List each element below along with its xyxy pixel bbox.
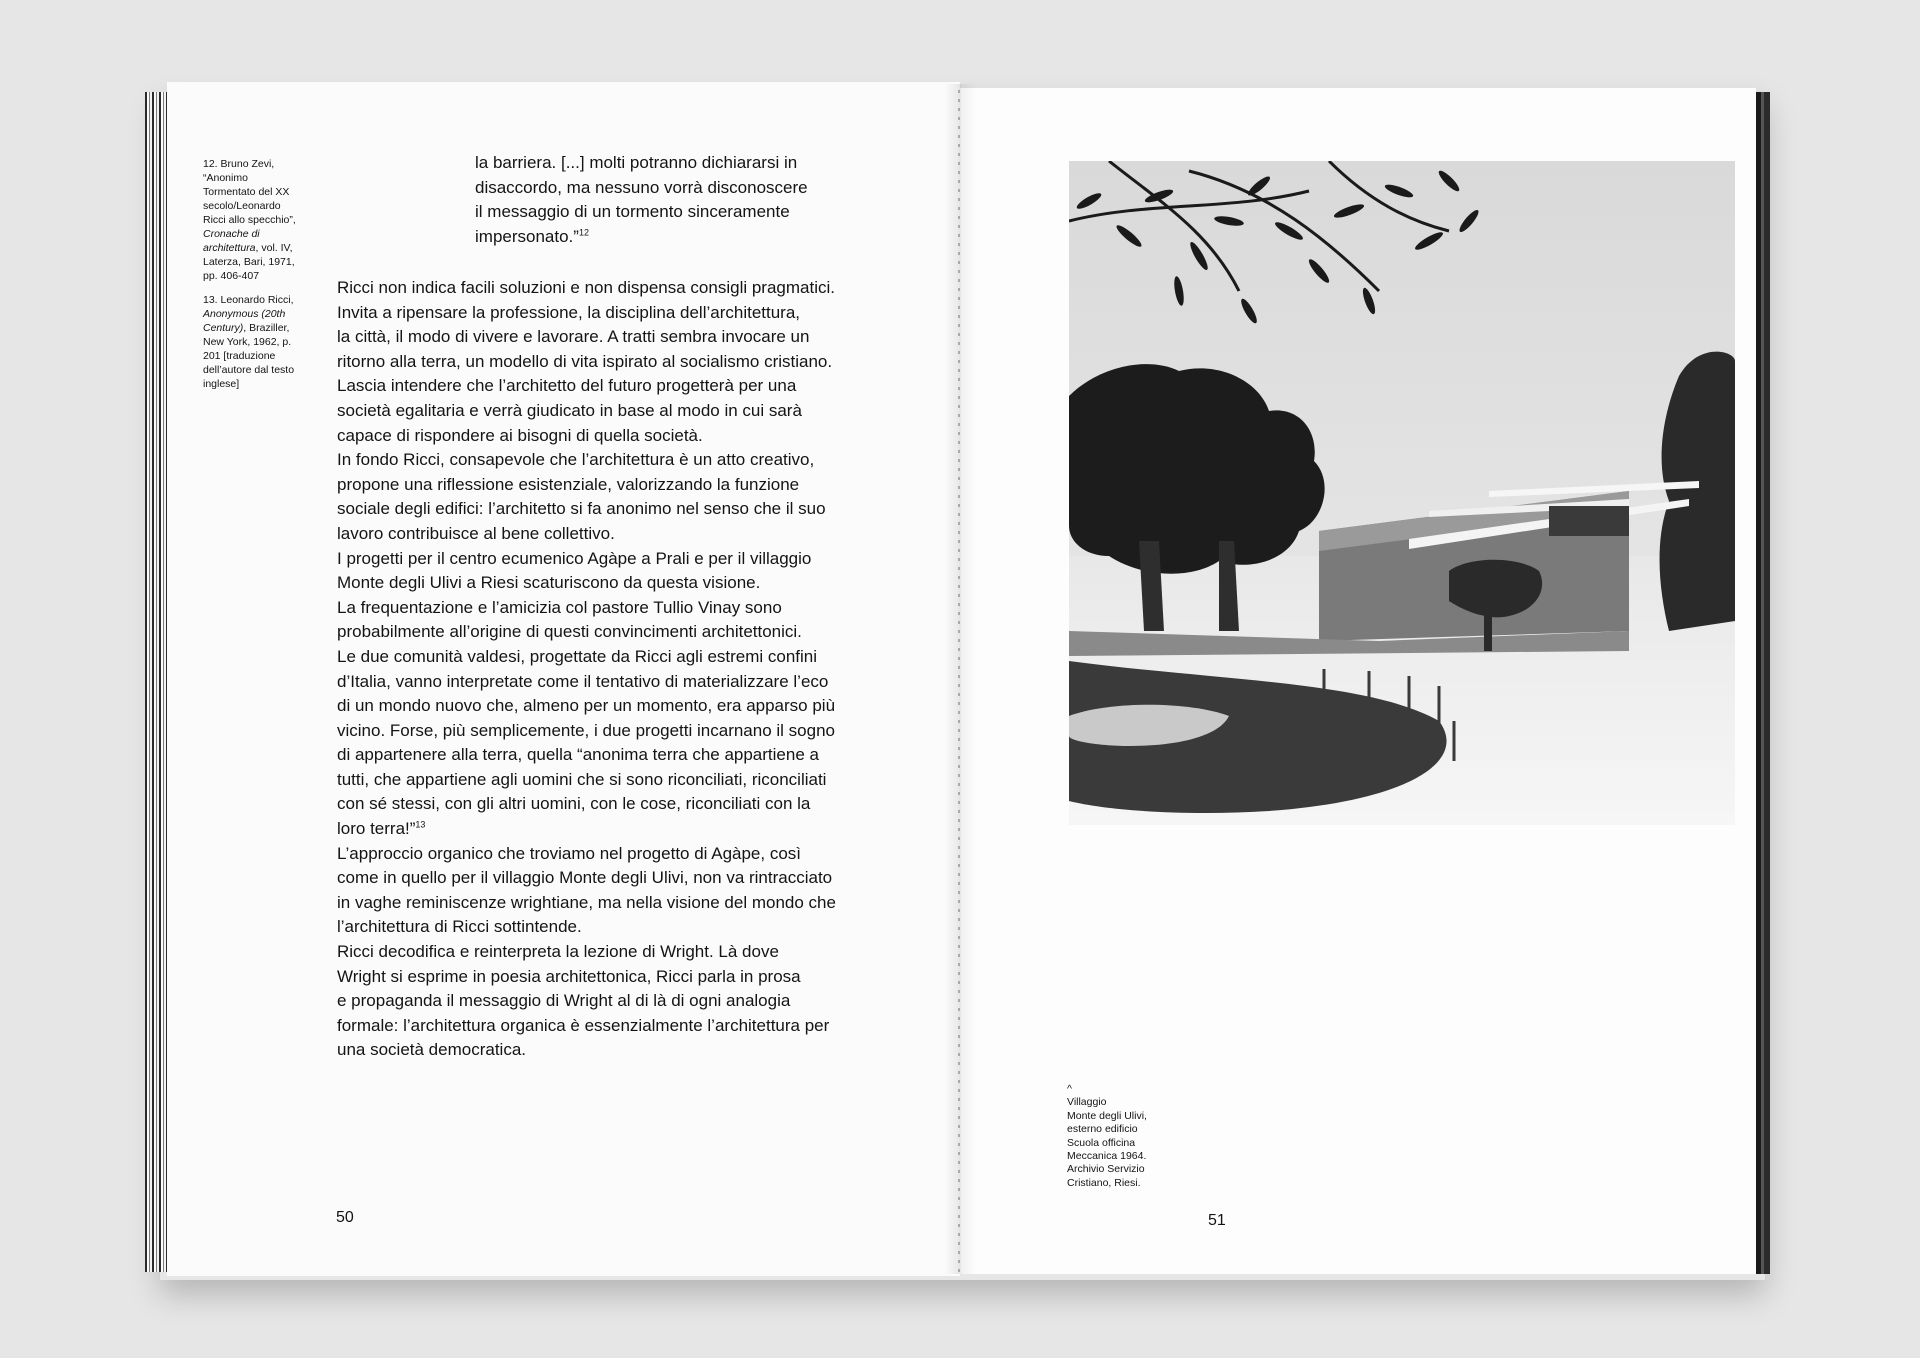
sidenote-number: 13. xyxy=(203,294,218,306)
building-photo xyxy=(1069,161,1735,825)
paragraph: La frequentazione e l’amicizia col pastore Tullio Vinay sono probabilmente all’origine di questi convincimenti architettonici. xyxy=(337,597,802,642)
paragraph: Ricci non indica facili soluzioni e non dispensa consigli pragmatici. Invita a ripensare la professione, la disciplina dell’architettura, la città, il modo di vivere e lavorare. A tratti sembra invocare un ritorno alla terra, un modello di vita ispirato al socialismo cristiano. Lascia intendere che l’architetto del futuro progetterà per una società egalitaria e verrà giudicato in base al modo in cui sarà capace di rispondere ai bisogni di quella società. xyxy=(337,278,835,445)
caption-line: Meccanica 1964. xyxy=(1067,1150,1147,1163)
sidenote-text: , Braziller, New York, 1962, p. 201 [traduzione dell’autore dal testo inglese] xyxy=(203,322,295,390)
caption-line: Scuola officina xyxy=(1067,1136,1136,1149)
caption-line: Archivio Servizio xyxy=(1067,1163,1145,1176)
block-quote xyxy=(475,151,855,249)
sidenote-text: Leonardo Ricci, xyxy=(220,294,294,306)
sidenote-text: Bruno Zevi, “Anonimo Tormentato del XX secolo/Leonardo Ricci allo specchio”, xyxy=(203,158,296,226)
sidenote-number: 12. xyxy=(203,158,218,170)
sidenote-italic: Cronache di architettura xyxy=(203,228,260,254)
caption-line: Villaggio xyxy=(1067,1096,1107,1109)
footnote-ref: 13 xyxy=(415,819,426,830)
page-number-left: 50 xyxy=(336,1209,354,1226)
sidenote-12 xyxy=(203,157,303,283)
caption-line: esterno edificio xyxy=(1067,1123,1138,1136)
book-gutter xyxy=(944,84,976,1274)
paragraph: L’approccio organico che troviamo nel progetto di Agàpe, così come in quello per il villaggio Monte degli Ulivi, non va rintracciato in vaghe reminiscenze wrightiane, ma nella visione del mondo che l’architettura di Ricci sottintende. xyxy=(337,843,836,937)
binding-stitch xyxy=(958,90,960,1276)
paragraph: I progetti per il centro ecumenico Agàpe a Prali e per il villaggio Monte degli Ulivi a Riesi scaturiscono da questa visione. xyxy=(337,548,812,593)
sidenote-text: , vol. IV, Laterza, Bari, 1971, pp. 406-407 xyxy=(203,242,295,282)
caption-line: Monte degli Ulivi, xyxy=(1067,1109,1147,1122)
quote-line: la barriera. [...] molti potranno dichiararsi in xyxy=(475,153,798,172)
caption-line: ^ xyxy=(1067,1083,1072,1095)
page-number-right: 51 xyxy=(1208,1212,1226,1229)
left-page-edges xyxy=(145,92,169,1272)
sidenotes xyxy=(203,157,303,401)
paragraph: Ricci decodifica e reinterpreta la lezione di Wright. Là dove Wright si esprime in poesia architettonica, Ricci parla in prosa e propaganda il messaggio di Wright al di là di ogni analogia formale: l’architettura organica è essenzialmente l’architettura per una società democratica. xyxy=(337,942,830,1060)
paragraph: In fondo Ricci, consapevole che l’architettura è un atto creativo, propone una riflessione esistenziale, valorizzando la funzione sociale degli edifici: l’architetto si fa anonimo nel senso che il suo lavoro contribuisce al bene collettivo. xyxy=(337,450,826,543)
quote-line: disaccordo, ma nessuno vorrà disconoscere xyxy=(475,177,808,197)
sidenote-italic: Anonymous (20th Century) xyxy=(203,308,286,334)
quote-line: il messaggio di un tormento sinceramente xyxy=(475,202,790,222)
footnote-ref: 12 xyxy=(578,227,589,238)
caption-line: Cristiano, Riesi. xyxy=(1067,1176,1141,1189)
sidenote-13 xyxy=(203,293,303,391)
quote-line: impersonato.”$^{12}$ xyxy=(475,226,589,246)
photo-caption xyxy=(1067,1083,1177,1190)
body-text xyxy=(337,276,867,1063)
paragraph: Le due comunità valdesi, progettate da Ricci agli estremi confini d’Italia, vanno interpretate come il tentativo di materializzare l’eco di un mondo nuovo che, almeno per un momento, era apparso più vicino. Forse, più semplicemente, i due progetti incarnano il sogno di appartenere alla terra, quella “anonima terra che appartiene a tutti, che appartiene agli uomini che si sono riconciliati, riconciliati con sé stessi, con gli altri uomini, con le cose, riconciliati con la loro terra!”$^{13}$ xyxy=(337,646,836,839)
